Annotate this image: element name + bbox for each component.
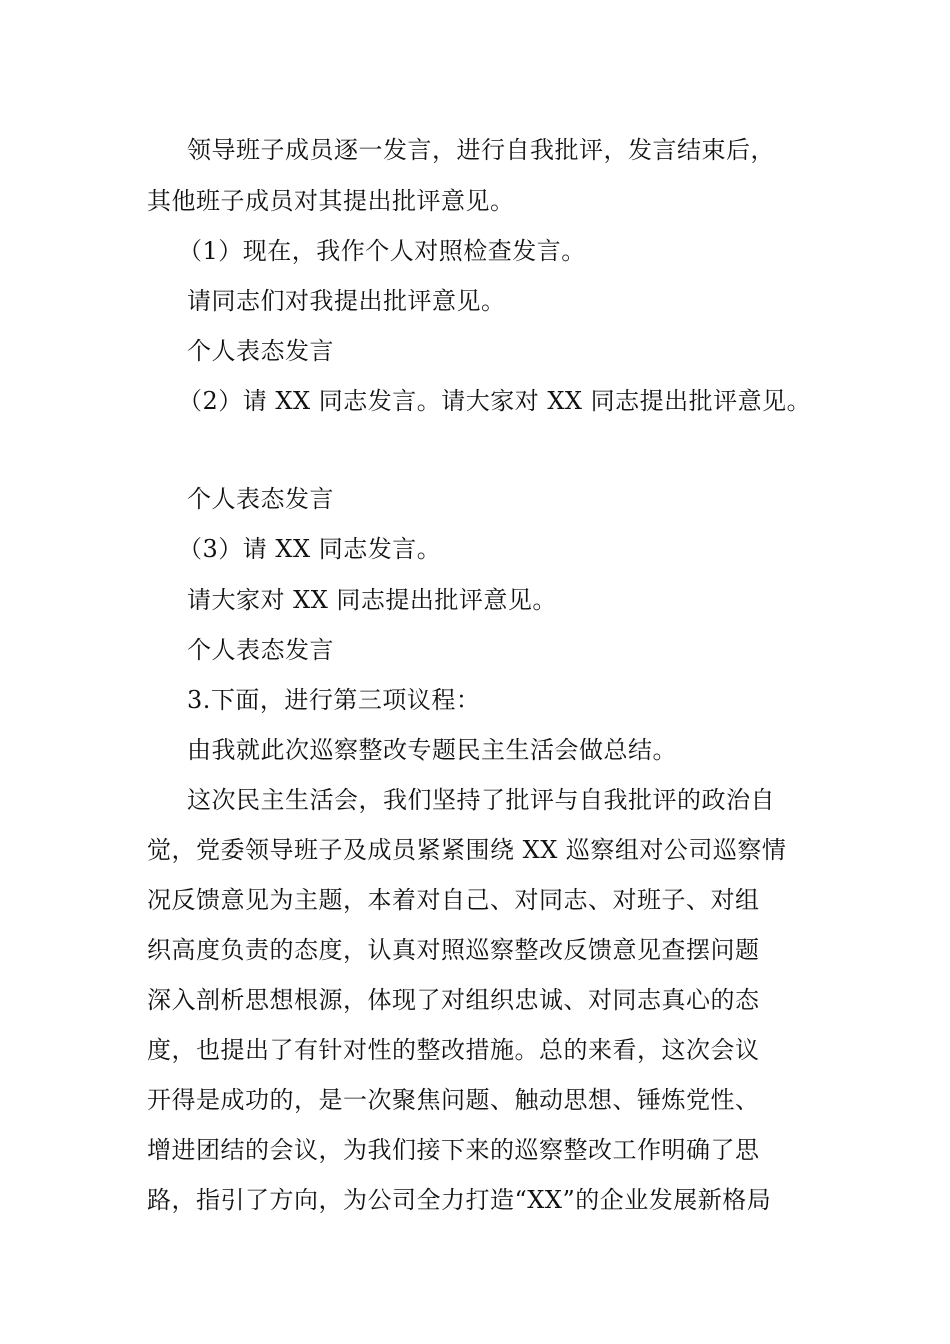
paragraph-5: （2）请 XX 同志发言。请大家对 XX 同志提出批评意见。 bbox=[178, 387, 812, 415]
paragraph-11: 由我就此次巡察整改专题民主生活会做总结。 bbox=[187, 736, 677, 764]
paragraph-12-line-9: 路，指引了方向，为公司全力打造“XX”的企业发展新格局 bbox=[147, 1186, 772, 1214]
paragraph-12-line-6: 度，也提出了有针对性的整改措施。总的来看，这次会议 bbox=[147, 1036, 760, 1064]
paragraph-10: 3.下面，进行第三项议程： bbox=[187, 686, 481, 714]
paragraph-12-line-1: 这次民主生活会，我们坚持了批评与自我批评的政治自 bbox=[187, 786, 775, 814]
paragraph-6: 个人表态发言 bbox=[187, 485, 334, 513]
paragraph-1-line-2: 其他班子成员对其提出批评意见。 bbox=[147, 187, 515, 215]
paragraph-1-line-1: 领导班子成员逐一发言，进行自我批评，发言结束后， bbox=[187, 136, 775, 164]
paragraph-3: 请同志们对我提出批评意见。 bbox=[187, 287, 506, 315]
paragraph-9: 个人表态发言 bbox=[187, 636, 334, 664]
paragraph-4: 个人表态发言 bbox=[187, 337, 334, 365]
paragraph-12-line-5: 深入剖析思想根源，体现了对组织忠诚、对同志真心的态 bbox=[147, 986, 760, 1014]
paragraph-12-line-8: 增进团结的会议，为我们接下来的巡察整改工作明确了思 bbox=[147, 1136, 760, 1164]
paragraph-7: （3）请 XX 同志发言。 bbox=[178, 535, 442, 563]
paragraph-8: 请大家对 XX 同志提出批评意见。 bbox=[187, 586, 557, 614]
paragraph-12-line-7: 开得是成功的，是一次聚焦问题、触动思想、锤炼党性、 bbox=[147, 1086, 760, 1114]
paragraph-12-line-3: 况反馈意见为主题，本着对自己、对同志、对班子、对组 bbox=[147, 886, 760, 914]
paragraph-12-line-2: 觉，党委领导班子及成员紧紧围绕 XX 巡察组对公司巡察情 bbox=[147, 836, 787, 864]
paragraph-12-line-4: 织高度负责的态度，认真对照巡察整改反馈意见查摆问题 bbox=[147, 936, 760, 964]
paragraph-2: （1）现在，我作个人对照检查发言。 bbox=[178, 237, 586, 265]
